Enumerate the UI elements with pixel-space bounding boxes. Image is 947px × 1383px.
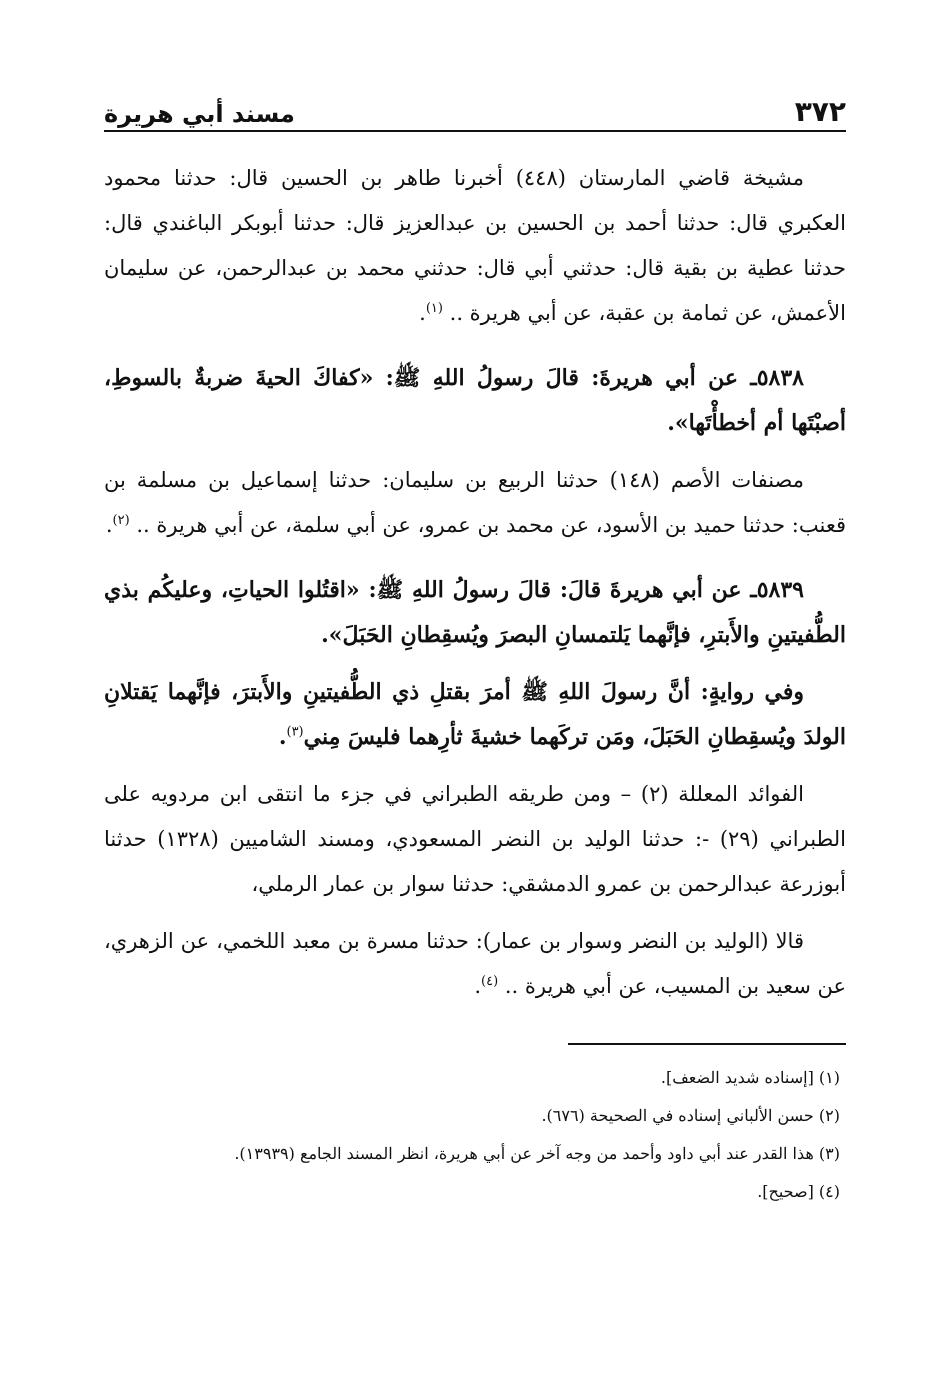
isnad-paragraph-4: قالا (الوليد بن النضر وسوار بن عمار): حدثنا مسرة بن معبد اللخمي، عن الزهري، عن سعيد بن المسيب، عن أبي هريرة .. $^{(٤)}$. <box>104 929 846 998</box>
footnote-ref-4: (٤) <box>481 974 499 989</box>
footnotes <box>104 1059 846 1211</box>
isnad-text-2: مصنفات الأصم (١٤٨) حدثنا الربيع بن سليمان: حدثنا إسماعيل بن مسلمة بن قعنب: حدثنا حميد بن الأسود، عن محمد بن عمرو، عن أبي سلمة، عن أبي هريرة .. <box>104 468 846 537</box>
footnote-divider <box>568 1043 846 1045</box>
riwaya-text: وفي روايةٍ: أنَّ رسولَ اللهِ ﷺ أمرَ بقتلِ ذي الطُّفيتينِ والأَبترَ، فإنَّهما يَقتلانِ الولدَ ويُسقِطانِ الحَبَلَ، ومَن تركَهما خشيةَ ثأرِهما فليسَ مِني <box>104 679 846 750</box>
book-page <box>104 82 846 1302</box>
isnad-paragraph-3: الفوائد المعللة (٢) – ومن طريقه الطبراني في جزء ما انتقى ابن مردويه على الطبراني (٢٩) -: حدثنا الوليد بن النضر المسعودي، ومسند الشاميين (١٣٢٨) حدثنا أبوزرعة عبدالرحمن بن عمرو الدمشقي: حدثنا سوار بن عمار الرملي، <box>104 782 847 896</box>
footnote-3: (٣) هذا القدر عند أبي داود وأحمد من وجه آخر عن أبي هريرة، انظر المسند الجامع (١٣٩٣٩). <box>234 1144 840 1163</box>
running-title: مسند أبي هريرة <box>104 100 295 128</box>
footnote-2: (٢) حسن الألباني إسناده في الصحيحة (٦٧٦). <box>541 1106 840 1125</box>
footnote-4: (٤) [صحيح]. <box>757 1182 840 1201</box>
footnote-1: (١) [إسناده شديد الضعف]. <box>660 1068 840 1087</box>
page-number: ٣٧٢ <box>794 95 846 128</box>
footnote-ref-1: (١) <box>425 301 443 316</box>
page-header <box>104 82 846 132</box>
page-body <box>104 156 846 1009</box>
isnad-text-1: مشيخة قاضي المارستان (٤٤٨) أخبرنا طاهر بن الحسين قال: حدثنا محمود العكبري قال: حدثنا أحمد بن الحسين بن عبدالعزيز قال: حدثنا أبوبكر الباغندي قال: حدثنا عطية بن بقية قال: حدثني أبي قال: حدثني محمد بن عبدالرحمن، عن سليمان الأعمش، عن ثمامة بن عقبة، عن أبي هريرة .. <box>104 166 846 325</box>
hadith-5839: ٥٨٣٩ـ عن أبي هريرةَ قالَ: قالَ رسولُ اللهِ ﷺ: «اقتُلوا الحياتِ، وعليكُم بذي الطُّفيتينِ والأَبترِ، فإنَّهما يَلتمسانِ البصرَ ويُسقِطانِ الحَبَلَ». <box>104 577 846 648</box>
footnote-ref-3: (٣) <box>286 724 304 740</box>
hadith-5839-riwaya: وفي روايةٍ: أنَّ رسولَ اللهِ ﷺ أمرَ بقتلِ ذي الطُّفيتينِ والأَبترَ، فإنَّهما يَقتلانِ الولدَ ويُسقِطانِ الحَبَلَ، ومَن تركَهما خشيةَ ثأرِهما فليسَ مِني$^{(٣)}$. <box>104 679 846 750</box>
hadith-5838: ٥٨٣٨ـ عن أبي هريرةَ: قالَ رسولُ اللهِ ﷺ: «كفاكَ الحيةَ ضربةٌ بالسوطِ، أصبْتَها أم أخطأْتَها». <box>104 365 846 436</box>
footnote-ref-2: (٢) <box>112 513 130 528</box>
isnad-paragraph-2: مصنفات الأصم (١٤٨) حدثنا الربيع بن سليمان: حدثنا إسماعيل بن مسلمة بن قعنب: حدثنا حميد بن الأسود، عن محمد بن عمرو، عن أبي سلمة، عن أبي هريرة .. $^{(٢)}$. <box>104 468 846 537</box>
isnad-paragraph-1: مشيخة قاضي المارستان (٤٤٨) أخبرنا طاهر بن الحسين قال: حدثنا محمود العكبري قال: حدثنا أحمد بن الحسين بن عبدالعزيز قال: حدثنا أبوبكر الباغندي قال: حدثنا عطية بن بقية قال: حدثني أبي قال: حدثني محمد بن عبدالرحمن، عن سليمان الأعمش، عن ثمامة بن عقبة، عن أبي هريرة .. $^{(١)}$. <box>104 166 846 325</box>
isnad-text-4: قالا (الوليد بن النضر وسوار بن عمار): حدثنا مسرة بن معبد اللخمي، عن الزهري، عن سعيد بن المسيب، عن أبي هريرة .. <box>104 929 846 998</box>
